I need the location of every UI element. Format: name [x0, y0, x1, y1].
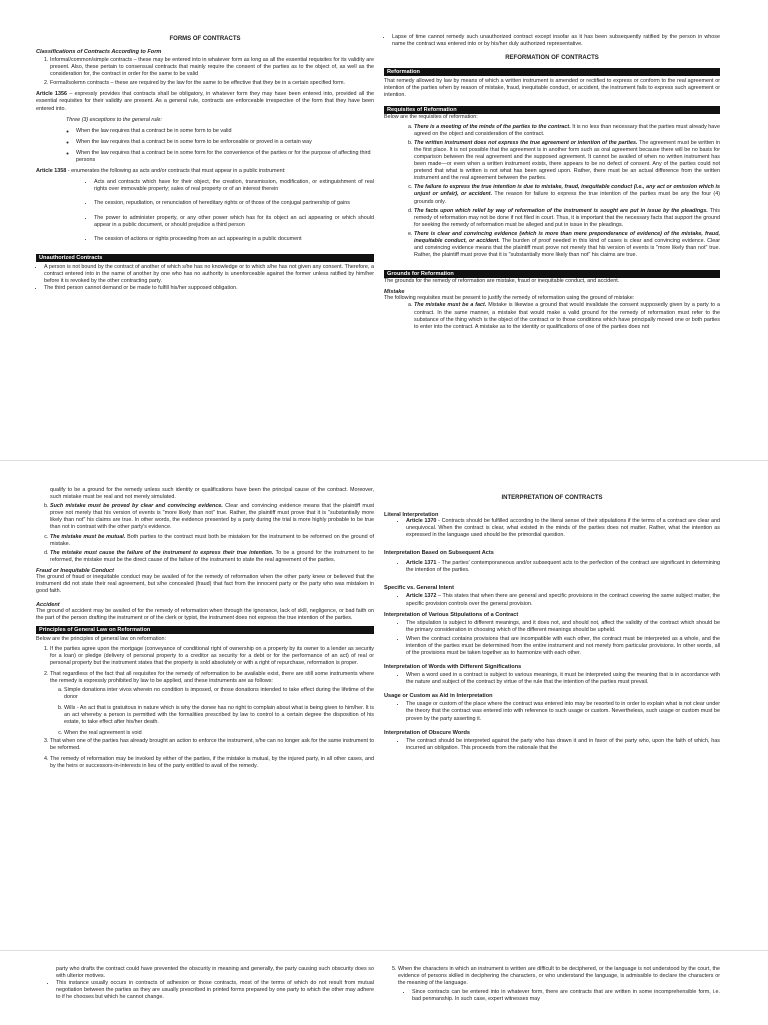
list-item: • The third person cannot demand or be made to fulfill his/her supposed obligation.	[44, 285, 374, 292]
list-item: • This instance usually occurs in contracts of adhesion or those contracts, most of the terms of which do not result from mutual negotiation between the parties as they are usually prescribed in printed forms prepared by one party to which the other may adhere to if he chooses but which he cannot change.	[56, 980, 374, 1001]
list-item: a. There is a meeting of the minds of the parties to the contract. It is no less than necessary that the parties must already have agreed on the object and consideration of the contract.	[414, 124, 720, 138]
principles-heading: Principles of General Law on Reformation	[36, 626, 374, 634]
right-column	[384, 34, 720, 331]
subsequent-acts-heading: Interpretation Based on Subsequent Acts	[384, 550, 494, 557]
characters-list	[384, 966, 720, 1003]
page-reformation-and-interpretation	[0, 460, 768, 951]
characters-sub-list	[398, 989, 720, 1003]
list-item: e. There is clear and convincing evidence (which is more than mere preponderance of evidence) of the mistake, fraud, inequitable conduct, or accident. The burden of proof needed in this kind of cases is clear and convincing evidence. Clear and convincing evidence means that the plaintiff must prove not merely that his version of events is "more likely than not" true. Rather, the plaintiff must prove that it is "substantially more likely than not" his claims are true.	[414, 231, 720, 259]
list-item: 2. That regardless of the fact that all requisites for the remedy of reformation to be available exist, there are still some instruments where the remedy is expressly prohibited by law to be applied, and these instruments are as follows: a. Simple donations inter vivos wherein no condition is imposed, or those donations intended to take effect during the lifetime of the donor b. Wills - An act that is gratuitous in nature which is why the donee has no right to complain about what is being given to him/her. It is an act whereby a person is permitted with the formalities prescribed by law to control to a certain degree the disposition of his estate, to take effect after his/her death. c. When the real agreement is void	[50, 671, 374, 738]
obscure-list	[384, 738, 720, 752]
literal-heading: Literal Interpretation	[384, 512, 439, 518]
literal-list	[384, 518, 720, 539]
usage-heading: Usage or Custom as Aid in Interpretation	[384, 693, 493, 700]
grounds-heading: Grounds for Reformation	[384, 270, 720, 278]
subsequent-acts-list	[384, 560, 720, 574]
article-1356: Article 1356 – expressly provides that contracts shall be obligatory, in whatever form they may have been entered into, provided all the essential requisites for their validity are present. As a general rule, contracts are enforceable irrespective of the form that they have been entered into.	[36, 91, 374, 112]
stipulations-heading: Interpretation of Various Stipulations of a Contract	[384, 611, 519, 618]
adhesion-list	[36, 980, 374, 1001]
list-item: d. The mistake must cause the failure of the instrument to express their true intention. To be a ground for the instrument to be reformed, the mistake must be the direct cause of the failure of the instrument to state the real agreement of the parties.	[50, 550, 374, 564]
usage-list	[384, 701, 720, 722]
obscure-continuation: party who drafts the contract could have prevented the obscurity in meaning and generally, the party causing such obscurity does so with ulterior motives.	[56, 966, 374, 980]
page-forms-and-reformation	[0, 0, 768, 460]
left-column	[36, 36, 374, 292]
words-heading: Interpretation of Words with Different Significations	[384, 664, 522, 671]
article-1358: Article 1358 - enumerates the following as acts and/or contracts that must appear in a public instrument:	[36, 168, 286, 175]
left-column	[36, 966, 374, 1001]
list-item: c. The mistake must be mutual. Both parties to the contract must both be mistaken for the instrument to be reformed on the ground of mistake.	[50, 534, 374, 548]
mistake-continuation: qualify to be a ground for the remedy unless such identity or qualifications have been the principal cause of the contract. Moreover, such mistake must be real and not merely simulated.	[50, 487, 374, 501]
list-item: d. The facts upon which relief by way of reformation of the instrument is sought are put in issue by the pleadings. This remedy of reformation may not be done if not filed in court. Thus, it is important that the necessary facts that support the ground for seeking the remedy of reformation must be alleged and put in issue in the pleadings.	[414, 208, 720, 229]
exceptions-heading: Three (3) exceptions to the general rule:	[66, 116, 162, 123]
list-item: • Article 1371 - The parties' contemporaneous and/or subsequent acts to the perfection of the contract are significant in determining the intention of the parties.	[406, 560, 720, 574]
forms-of-contracts-title: FORMS OF CONTRACTS	[169, 36, 241, 42]
left-column	[36, 487, 374, 770]
list-item: • The stipulation is subject to different meanings, and it does not, and should not, affect the validity of the contract which should be the primary consideration in choosing which of the different meanings should be upheld.	[406, 620, 720, 634]
list-item: • Since contracts can be entered into in whatever form, there are contracts that are written in some incomprehensible form, i.e. bad penmanship. In such case, expert witnesses may	[412, 989, 720, 1003]
lapse-list	[384, 34, 720, 48]
requisites-intro: Below are the requisites of reformation:	[384, 114, 478, 121]
mistake-heading: Mistake	[384, 289, 405, 296]
list-item: b. Such mistake must be proved by clear and convincing evidence. Clear and convincing evidence means that the plaintiff must prove not merely that his version of events is "more likely than not" true. Rather, the plaintiff must prove that it is "substantially more likely than not" his claims are true. In other words, the evidence presented by a party during the trial is more highly probable to be true than not in contrast with the other party's evidence.	[50, 503, 374, 531]
page-interpretation-continued	[0, 950, 768, 1025]
list-item: • Lapse of time cannot remedy such unauthorized contract except insofar as it has been subsequently ratified by the person in whose name the contract was entered into or by his/her duly authorized representative.	[392, 34, 720, 48]
list-item: a. Simple donations inter vivos wherein no condition is imposed, or those donations intended to take effect during the lifetime of the donor	[64, 687, 374, 701]
list-item: 1. If the parties agree upon the mortgage (conveyance of conditional right of ownership on a property by its owner to a lender as security for a loan) or pledge (delivery of personal property to a creditor as security for a debt or for the performance of an act) of real or personal property but the instrument states that the property is sold absolutely or with a right of repurchase, reformation is proper.	[50, 646, 374, 667]
fraud-text: The ground of fraud or inequitable conduct may be availed of for the remedy of reformation when the other party knew or believed that the instrument did not state their real agreement, but s/he concealed (fraud) that fact from the innocent party or the party who was mistaken in good faith.	[36, 573, 374, 595]
list-item: ◦ When the law requires that a contract be in some form to be enforceable or proved in a certain way	[76, 139, 374, 146]
list-item: c. The failure to express the true intention is due to mistake, fraud, inequitable conduct (i.e., any act or omission which is unjust or unfair), or accident. The reason for failure to express the true intention of the parties must be any the four (4) grounds only.	[414, 184, 720, 205]
words-list	[384, 672, 720, 686]
list-item: • The usage or custom of the place where the contract was entered into may be resorted to in order to explain what is not clear under the theory that the contract was entered into with reference to such usage or custom. Nevertheless, such usage or custom must be proven by the party asserting it.	[406, 701, 720, 722]
mistake-intro: The following requisites must be present to justify the remedy of reformation using the ground of mistake:	[384, 295, 635, 302]
unauthorized-contracts-heading: Unauthorized Contracts	[36, 254, 374, 262]
list-item: • When the contract contains provisions that are incompatible with each other, the contract must be interpreted as a whole, and the intention of the parties must be determined from the entire instrument and not merely from particular provisions. In other words, all of the provisions must be taken together as to harmonize with each other.	[406, 636, 720, 657]
list-item: b. Wills - An act that is gratuitous in nature which is why the donee has no right to complain about what is being given to him/her. It is an act whereby a person is permitted with the formalities prescribed by law to control to a certain degree the disposition of his estate, to take effect after his/her death.	[64, 705, 374, 726]
list-item: a. The mistake must be a fact. Mistake is likewise a ground that would invalidate the consent supposedly given by a party to a contract. In the same manner, a mistake that would make a valid ground for the remedy of reformation must refer to the substance of the thing which is the object of the contract or to those conditions which have principally moved one or both parties to enter into the contract. A mistake as to the identity or qualifications of one of the parties does not	[414, 302, 720, 330]
reformation-title: REFORMATION OF CONTRACTS	[505, 55, 599, 62]
prohibited-list	[50, 687, 374, 738]
list-item: ◦ When the law requires that a contract be in some form to be valid	[76, 128, 374, 135]
list-item: 1. Informal/common/simple contracts – these may be entered into in whatever form as long as all the essential requisites for its validity are present. Also, these pertain to consensual contracts that mainly require the consent of the parties as to the object of, as well as the consideration for, the contract in order for the same to be valid	[50, 57, 374, 78]
list-item: 5. When the characters in which an instrument is written are difficult to be deciphered, or the language is not understood by the court, the evidence of persons skilled in deciphering the characters, or who understand the language, is admissible to declare the characters or the meaning of the language. • Since contracts can be entered into in whatever form, there are contracts that are written in some incomprehensible form, i.e. bad penmanship. In such case, expert witnesses may	[398, 966, 720, 1003]
list-item: • The cession, repudiation, or renunciation of hereditary rights or of those of the conjugal partnership of gains	[94, 200, 374, 207]
requisites-heading: Requisites of Reformation	[384, 106, 720, 114]
list-item: c. When the real agreement is void	[64, 730, 374, 737]
list-item: • Acts and contracts which have for their object, the creation, transmission, modification, or extinguishment of real rights over immovable property; sales of real property or of an interest therein	[94, 179, 374, 193]
fraud-heading: Fraud or Inequitable Conduct	[36, 567, 115, 574]
list-item: 3. That when one of the parties has already brought an action to enforce the instrument, s/he can no longer ask for the same instrument to be reformed.	[50, 738, 374, 752]
list-item: • The power to administer property, or any other power which has for its object an act appearing or which should appear in a public document, or should prejudice a third person	[94, 215, 374, 229]
mistake-requisites-list	[36, 503, 374, 564]
list-item: • When a word used in a contract is subject to various meanings, it must be interpreted using the meaning that is in accordance with the nature and subject of the contract by virtue of the rule that the intention of the parties must prevail.	[406, 672, 720, 686]
principles-list	[36, 646, 374, 770]
right-column	[384, 966, 720, 1003]
classifications-heading: Classifications of Contracts According to Form	[36, 49, 162, 55]
list-item: • Article 1370 - Contracts should be fulfilled according to the literal sense of their stipulations if the terms of a contract are clear and unequivocal. When the contract is clear, what existed in the minds of the parties does not matter. Rather, what the intention as expressed in the language used should be the primordial question.	[406, 518, 720, 539]
list-item: • A person is not bound by the contract of another of which s/he has no knowledge or to which s/he has not given any consent. Therefore, a contract entered into in the name of another by one who has no authority is unenforceable against the former unless ratified by him/her before it is revoked by the other contracting party.	[44, 264, 374, 285]
reformation-definition: That remedy allowed by law by means of which a written instrument is amended or rectified to express or conform to the real agreement or intention of the parties when by reason of mistake, fraud, inequitable conduct, or accident, the instrument fails to express such agreement or intention.	[384, 78, 720, 99]
list-item: b. The written instrument does not express the true agreement or intention of the parties. The agreement must be written in the first place. It is not possible that the agreement is in another form such as oral agreement because there will be no basis for comparison between the real agreement and the supposed agreement. It cannot be availed of when no written instrument has been made—or even when a written instrument exists, there appears to be no defect of consent. Any of the parties could not pretend that what is written is not what has been agreed upon. Rather, there must be an actual difference from the written instrument and the real agreement between the parties.	[414, 140, 720, 183]
unauthorized-list	[36, 264, 374, 292]
obscure-heading: Interpretation of Obscure Words	[384, 729, 470, 736]
stipulations-list	[384, 620, 720, 657]
list-item: ◦ When the law requires that a contract be in some form for the convenience of the parties or for the purpose of affecting third persons	[76, 150, 374, 164]
principles-intro: Below are the principles of general law on reformation:	[36, 636, 167, 643]
reformation-heading: Reformation	[384, 68, 720, 76]
list-item: • The cession of actions or rights proceeding from an act appearing in a public document	[94, 236, 374, 243]
mistake-list	[384, 302, 720, 330]
requisites-list	[384, 124, 720, 260]
specific-general-heading: Specific vs. General Intent	[384, 585, 454, 592]
list-item: 4. The remedy of reformation may be invoked by either of the parties, if the mistake is mutual, by the injured party, in all other cases, and by the heirs or successors-in-interests in lieu of the party entitled to avail of the remedy.	[50, 756, 374, 770]
grounds-text: The grounds for the remedy of reformation are mistake, fraud or inequitable conduct, and accident.	[384, 278, 620, 285]
specific-general-list	[384, 593, 720, 607]
list-item: • Article 1372 – This states that when there are general and specific provisions in the contract covering the same subject matter, the specific provision controls over the general provision.	[406, 593, 720, 607]
accident-text: The ground of accident may be availed of for the remedy of reformation when through the ignorance, lack of skill, negligence, or bad faith on the part of the person drafting the instrument or of the clerk or typist, the instrument does not express the true intention of the parties.	[36, 608, 374, 622]
right-column	[384, 495, 720, 752]
exceptions-list	[36, 128, 374, 164]
classifications-list	[36, 57, 374, 87]
accident-heading: Accident	[36, 602, 60, 609]
public-instrument-list	[36, 179, 374, 243]
list-item: 2. Formal/solemn contracts – these are required by the law for the same to be effective that they be in a certain specified form.	[50, 80, 374, 87]
interpretation-title: INTERPRETATION OF CONTRACTS	[501, 495, 603, 501]
list-item: • The contract should be interpreted against the party who has drawn it and in favor of the party who, upon the faith of which, has incurred an obligation. This proceeds from the rationale that the	[406, 738, 720, 752]
